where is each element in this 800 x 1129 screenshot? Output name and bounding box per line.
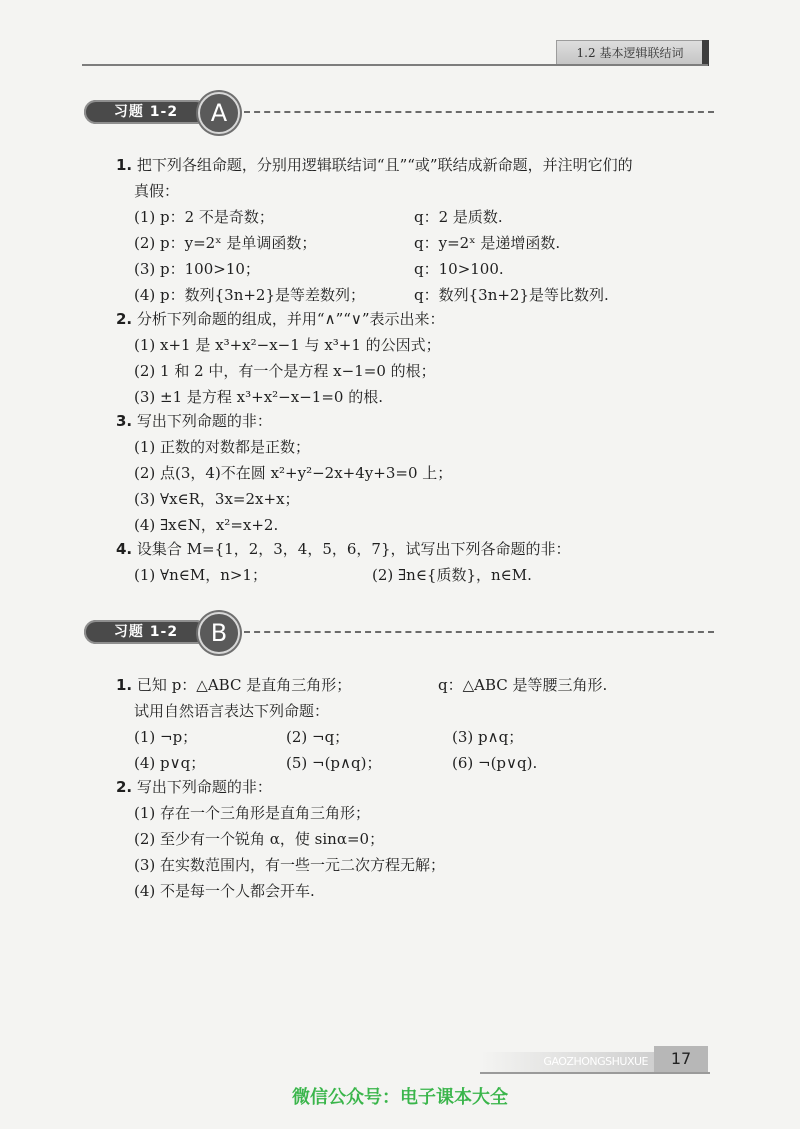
- a-q2-item-2: (2) 1 和 2 中，有一个是方程 x−1=0 的根；: [134, 362, 436, 380]
- a-q1-item-1-q: q：2 是质数.: [414, 208, 503, 226]
- b-q1-stem: 试用自然语言表达下列命题：: [134, 702, 330, 720]
- b-q2-item-3: (3) 在实数范围内，有一些一元二次方程无解；: [134, 856, 446, 874]
- section-header: 1.2 基本逻辑联结词: [556, 40, 704, 65]
- a-q3-item-4: (4) ∃x∈N，x²=x+2.: [134, 516, 279, 534]
- banner-b-dashed-line: [244, 631, 714, 633]
- b-q1-item-1: (1) ¬p；: [134, 728, 198, 746]
- a-q1-item-4-p: (4) p：数列{3n+2}是等差数列；: [134, 286, 366, 304]
- b-q1-given-q: q：△ABC 是等腰三角形.: [438, 676, 608, 694]
- b-q1-item-5: (5) ¬(p∧q)；: [286, 754, 382, 772]
- b-q1-item-3: (3) p∧q；: [452, 728, 524, 746]
- a-q1-item-2-q: q：y=2ˣ 是递增函数.: [414, 234, 561, 252]
- banner-a-letter: A: [198, 92, 240, 134]
- a-q3-item-2: (2) 点(3，4)不在圆 x²+y²−2x+4y+3=0 上；: [134, 464, 453, 482]
- page-number: 17: [654, 1046, 708, 1072]
- a-q1-item-1-p: (1) p：2 不是奇数；: [134, 208, 274, 226]
- footer-rule: [480, 1072, 710, 1074]
- b-q2-item-1: (1) 存在一个三角形是直角三角形；: [134, 804, 371, 822]
- b-q1-given-p: 1. 已知 p：△ABC 是直角三角形；: [116, 676, 352, 694]
- a-q2-item-3: (3) ±1 是方程 x³+x²−x−1=0 的根.: [134, 388, 383, 406]
- watermark-text: 微信公众号：电子课本大全: [292, 1087, 508, 1108]
- header-rule: [82, 64, 708, 66]
- exercise-banner-a: [84, 92, 714, 132]
- a-q3-item-3: (3) ∀x∈R，3x=2x+x；: [134, 490, 300, 508]
- a-q1-stem-cont: 真假：: [134, 182, 180, 200]
- header-marker: [702, 40, 709, 66]
- a-q1-stem: 1. 把下列各组命题，分别用逻辑联结词“且”“或”联结成新命题，并注明它们的: [116, 156, 633, 174]
- banner-b-label: 习题 1-2: [84, 620, 208, 644]
- a-q2-item-1: (1) x+1 是 x³+x²−x−1 与 x³+1 的公因式；: [134, 336, 441, 354]
- b-q2-item-2: (2) 至少有一个锐角 α，使 sinα=0；: [134, 830, 385, 848]
- a-q1-item-3-p: (3) p：100>10；: [134, 260, 260, 278]
- banner-a-label: 习题 1-2: [84, 100, 208, 124]
- a-q4-stem: 4. 设集合 M={1，2，3，4，5，6，7}，试写出下列各命题的非：: [116, 540, 571, 558]
- footer-series-label: GAOZHONGSHUXUE: [480, 1052, 654, 1072]
- b-q1-item-6: (6) ¬(p∨q).: [452, 754, 538, 772]
- a-q4-item-2: (2) ∃n∈{质数}，n∈M.: [372, 566, 532, 584]
- b-q1-item-2: (2) ¬q；: [286, 728, 350, 746]
- b-q1-item-4: (4) p∨q；: [134, 754, 206, 772]
- b-q2-item-4: (4) 不是每一个人都会开车.: [134, 882, 315, 900]
- a-q1-item-4-q: q：数列{3n+2}是等比数列.: [414, 286, 609, 304]
- a-q2-stem: 2. 分析下列命题的组成，并用“∧”“∨”表示出来：: [116, 310, 445, 328]
- a-q3-item-1: (1) 正数的对数都是正数；: [134, 438, 311, 456]
- a-q3-stem: 3. 写出下列命题的非：: [116, 412, 272, 430]
- a-q1-item-2-p: (2) p：y=2ˣ 是单调函数；: [134, 234, 317, 252]
- a-q4-item-1: (1) ∀n∈M，n>1；: [134, 566, 267, 584]
- exercise-banner-b: [84, 612, 714, 652]
- b-q2-stem: 2. 写出下列命题的非：: [116, 778, 272, 796]
- banner-a-dashed-line: [244, 111, 714, 113]
- banner-b-letter: B: [198, 612, 240, 654]
- a-q1-item-3-q: q：10>100.: [414, 260, 504, 278]
